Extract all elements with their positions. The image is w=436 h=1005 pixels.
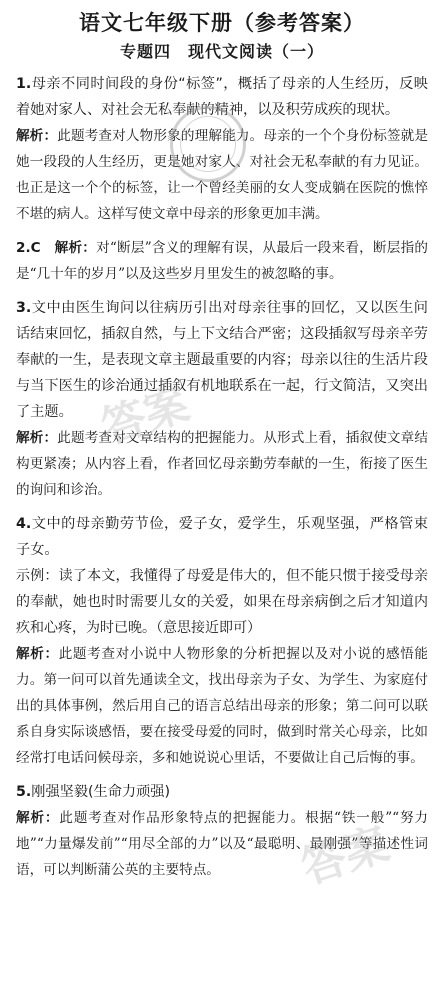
answer-item-2 [16,235,428,287]
answer-body: 母亲不同时间段的身份“标签”，概括了母亲的人生经历，反映着她对家人、对社会无私奉献的精神，以及积劳成疾的现状。 [16,76,428,118]
watermark-seal [170,106,246,182]
analysis-label: 解析： [16,810,60,826]
analysis-block [16,805,428,883]
analysis-text: 对“断层”含义的理解有误，从最后一段来看，断层指的是“几十年的岁月”以及这些岁月里发生的被忽略的事。 [16,240,428,282]
analysis-text: 此题考查对人物形象的理解能力。母亲的一个个身份标签就是她一段段的人生经历，更是她对家人、对社会无私奉献的有力见证。也正是这一个个的标签，让一个曾经美丽的女人变成躺在医院的憔悴不堪的病人。这样写使文章中母亲的形象更加丰满。 [16,128,429,222]
answer-body: C [30,240,55,256]
watermark-text-1: 答案 [95,378,196,455]
example-block [16,563,428,641]
section-title: 专题四 现代文阅读（一） [119,42,324,61]
analysis-text: 此题考查对小说中人物形象的分析把握以及对小说的感悟能力。第一问可以首先通读全文，找出母亲为子女、为学生、为家庭付出的具体事例，然后用自己的语言总结出母亲的形象；第二问可以联系自身实际谈感悟，要在接受母爱的同时，做到时常关心母亲，比如经常打电话问候母亲，多和她说说心里话，不要做让自己后悔的事。 [16,646,428,766]
answer-number: 4. [16,516,32,532]
answer-number: 3. [16,300,32,316]
answer-item-4 [16,511,428,771]
answer-text [16,295,428,425]
answer-number: 2. [16,240,31,256]
analysis-block [16,641,428,771]
example-text: 示例：读了本文，我懂得了母爱是伟大的，但不能只惯于接受母亲的奉献，她也时时需要儿女的关爱，如果在母亲病倒之后才知道内疚和心疼，为时已晚。（意思接近即可） [16,568,428,636]
analysis-text: 此题考查对作品形象特点的把握能力。根据“铁一般”“努力地”“力量爆发前”“用尽全部的力”以及“最聪明、最刚强”等描述性词语，可以判断蒲公英的主要特点。 [16,810,428,878]
answer-body: 刚强坚毅(生命力顽强) [31,784,171,800]
answer-text [16,779,428,805]
analysis-label: 解析： [54,240,97,256]
watermark-text-2: 答案 [295,818,396,895]
answer-number: 1. [16,76,32,92]
analysis-block [16,425,428,503]
answer-body: 文中的母亲勤劳节俭，爱子女，爱学生，乐观坚强，严格管束子女。 [16,516,428,558]
analysis-text: 此题考查对文章结构的把握能力。从形式上看，插叙使文章结构更紧凑；从内容上看，作者回忆母亲勤劳奉献的一生，衔接了医生的询问和诊治。 [16,430,429,498]
answer-body: 文中由医生询问以往病历引出对母亲往事的回忆，又以医生问话结束回忆，插叙自然，与上下文结合严密；这段插叙写母亲辛劳奉献的一生，是表现文章主题最重要的内容；母亲以往的生活片段与当下医生的诊治通过插叙有机地联系在一起，行文简洁，又突出了主题。 [16,300,428,420]
analysis-label: 解析： [16,128,58,144]
answer-item-3 [16,295,428,503]
analysis-label: 解析： [16,646,59,662]
answer-item-5 [16,779,428,883]
analysis-label: 解析： [16,430,58,446]
answer-text [16,511,428,563]
answer-number: 5. [16,784,32,800]
page-title: 语文七年级下册（参考答案） [79,11,365,35]
